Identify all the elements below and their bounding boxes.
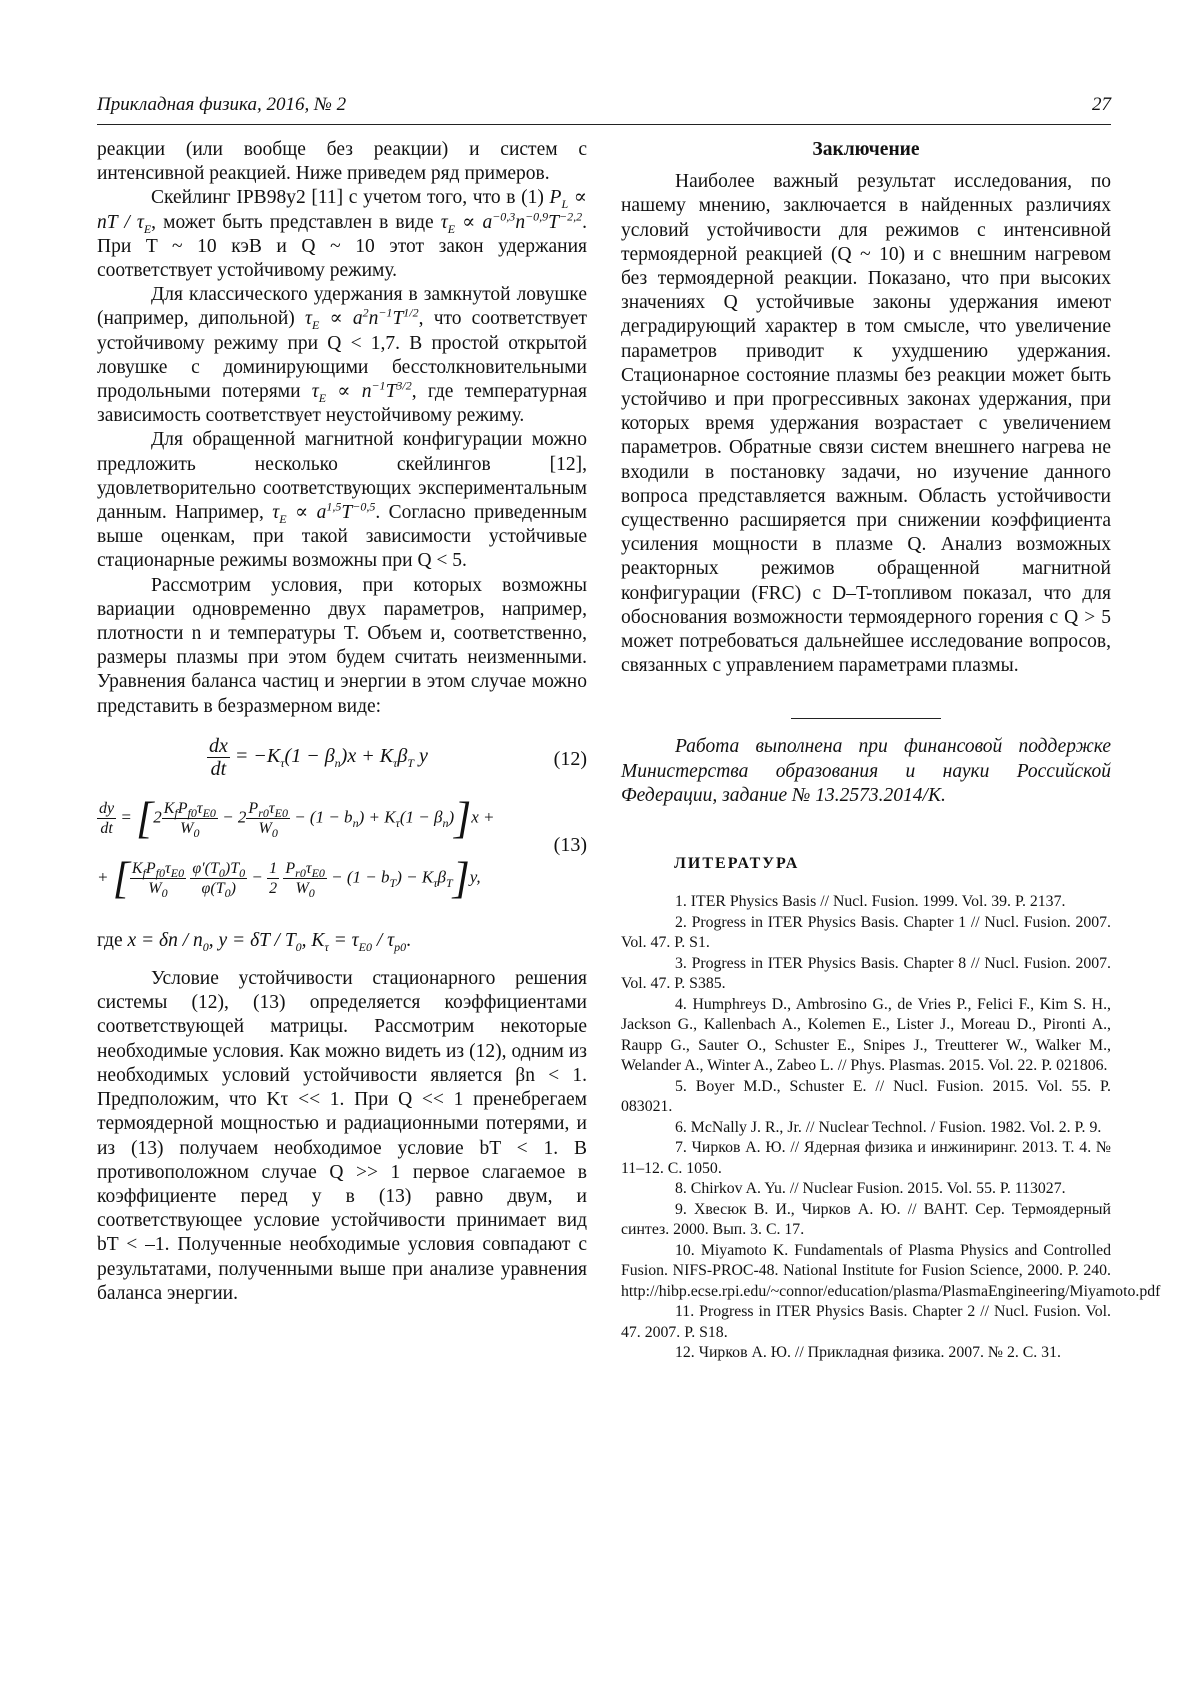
equation-number: (12) bbox=[553, 747, 587, 770]
reference-item: 7. Чирков А. Ю. // Ядерная физика и инжиниринг. 2013. Т. 4. № 11–12. С. 1050. bbox=[621, 1139, 1111, 1177]
paragraph: реакции (или вообще без реакции) и систем с интенсивной реакцией. Ниже приведем ряд примеров. bbox=[97, 139, 587, 185]
reference-item: 9. Хвесюк В. И., Чирков А. Ю. // ВАНТ. Сер. Термоядерный синтез. 2000. Вып. 3. С. 17. bbox=[621, 1200, 1111, 1239]
reference-item: 10. Miyamoto K. Fundamentals of Plasma Physics and Controlled Fusion. NIFS-PROC-48. National Institute for Fusion Science, 2000. P. 240. http://hibp.ecse.rpi.edu/~connor/education/plasma/PlasmaEngineering/Miyamoto.pdf bbox=[621, 1241, 1161, 1300]
reference-item: 2. Progress in ITER Physics Basis. Chapter 1 // Nucl. Fusion. 2007. Vol. 47. P. S1. bbox=[621, 913, 1111, 952]
paragraph-frc: Для обращенной магнитной конфигурации можно предложить несколько скейлингов [12], удовлетворительно соответствующих экспериментальным данным. Например, $\tau_E \propto a^{1,5}T^{-0,5}$. Согласно приведенным выше оценкам, при такой зависимости устойчивые стационарные режимы возможны при Q < 5. bbox=[97, 429, 587, 572]
reference-item: 8. Chirkov A. Yu. // Nuclear Fusion. 2015. Vol. 55. P. 113027. bbox=[675, 1180, 1066, 1198]
reference-item: 5. Boyer M.D., Schuster E. // Nucl. Fusion. 2015. Vol. 55. P. 083021. bbox=[621, 1077, 1111, 1116]
reference-item: 4. Humphreys D., Ambrosino G., de Vries P., Felici F., Kim S. H., Jackson G., Kallenbach A., Kolemen E., Lister J., Moreau D., Pironti A., Raupp G., Sauter O., Schuster E., Snipes J., Treutterer W., Walker M., Welander A., Winter A., Zabeo L. // Phys. Plasmas. 2015. Vol. 22. P. 021806. bbox=[621, 995, 1111, 1075]
equation-13: $\frac{dy}{dt}$ = [2 $\frac{K_fP_{f0}\tau_{E0}}{W_0}$ − 2 $\frac{P_{r0}\tau_{E0}}{W_0}$ − $(1 - b_n) + K_\tau(1 - \beta_n)]x$ + + [ $\frac{K_fP_{f0}\tau_{E0}}{W_0}$ $\frac{\varphi'(T_0)T_0}{\varphi(T_0)}$ − $\frac{1}{2}$ $\frac{P_{r0}\tau_{E0}}{W_0}$ − $(1 - b_T) - K_\tau\beta_T]y$, (13) bbox=[97, 793, 587, 903]
definitions: где $x = \delta n / n_0$, $y = \delta T / T_0$, $K_\tau = \tau_{E0} / \tau_{p0}$. bbox=[97, 929, 411, 954]
equation-number: (13) bbox=[553, 833, 587, 856]
reference-item: 12. Чирков А. Ю. // Прикладная физика. 2007. № 2. С. 31. bbox=[675, 1344, 1061, 1362]
paragraph: Условие устойчивости стационарного решения системы (12), (13) определяется коэффициентами соответствующей матрицы. Рассмотрим некоторые необходимые условия. Как можно видеть из (12), одним из необходимых условий устойчивости является βn < 1. Предположим, что Kτ << 1. При Q << 1 пренебрегаем термоядерной мощностью и радиационными потерями, и из (13) получаем необходимое условие bT < 1. В противоположном случае Q >> 1 первое слагаемое в коэффициенте перед y в (13) равно двум, и соответствующее условие устойчивости принимает вид bT < –1. Полученные необходимые условия совпадают с результатами, полученными выше при анализе уравнения баланса энергии. bbox=[97, 968, 587, 1304]
reference-list bbox=[621, 892, 1161, 1364]
equation-12: $\frac{dx}{dt}$ = $-K_\tau(1 - \beta_n)x + K_\tau\beta_T$ y (12) bbox=[209, 734, 587, 780]
separator bbox=[791, 718, 941, 719]
conclusion-paragraph: Наиболее важный результат исследования, по нашему мнению, заключается в найденных различиях условий устойчивости для режимов с интенсивной термоядерной реакцией (Q ~ 10) и с внешним нагревом без термоядерной реакции. Показано, что при высоких значениях Q устойчивые законы удержания имеют деградирующий характер в том смысле, что увеличение параметров приводит к ухудшению удержания. Стационарное состояние плазмы без реакции может быть устойчиво и при прогрессивных законах удержания, при которых время удержания возрастает с увеличением параметров. Обратные связи систем внешнего нагрева не входили в постановку задачи, но изучение данного вопроса представляется важным. Область устойчивости существенно расширяется при снижении коэффициента усиления мощности в плазме Q. Анализ возможных реакторных режимов обращенной магнитной конфигурации (FRC) с D–T-топливом показал, что для обоснования возможности термоядерного горения с Q > 5 может потребоваться дальнейшее исследование вопросов, связанных с управлением параметрами плазмы. bbox=[621, 171, 1111, 677]
reference-item: 6. McNally J. R., Jr. // Nuclear Technol. / Fusion. 1982. Vol. 2. P. 9. bbox=[675, 1118, 1102, 1136]
section-title: Заключение bbox=[812, 139, 920, 160]
reference-item: 11. Progress in ITER Physics Basis. Chapter 2 // Nucl. Fusion. Vol. 47. 2007. P. S18. bbox=[621, 1303, 1111, 1341]
paragraph-scaling: Скейлинг IPB98y2 [11] с учетом того, что в (1) $P_L$ ∝ nT / $\tau_E$, может быть представлен в виде $\tau_E \propto a^{-0,3}n^{-0,9}T^{-2,2}$. При T ~ 10 кэВ и Q ~ 10 этот закон удержания соответствует устойчивому режиму. bbox=[97, 187, 588, 282]
journal-title: Прикладная физика, 2016, № 2 bbox=[97, 94, 347, 115]
reference-item: 1. ITER Physics Basis // Nucl. Fusion. 1999. Vol. 39. P. 2137. bbox=[675, 893, 1066, 911]
paragraph-classical: Для классического удержания в замкнутой ловушке (например, дипольной) $\tau_E \propto a^2n^{-1}T^{1/2}$, что соответствует устойчивому режиму при Q < 1,7. В простой открытой ловушке с доминирующими бесстолкновительными продольными потерями $\tau_E \propto n^{-1}T^{3/2}$, где температурная зависимость соответствует неустойчивому режиму. bbox=[97, 284, 588, 427]
references-title: ЛИТЕРАТУРА bbox=[674, 855, 800, 873]
paragraph: Рассмотрим условия, при которых возможны вариации одновременно двух параметров, например, плотности n и температуры T. Объем и, соответственно, размеры плазмы при этом будем считать неизменными. Уравнения баланса частиц и энергии в этом случае можно представить в безразмерном виде: bbox=[97, 574, 587, 717]
right-column bbox=[621, 138, 1161, 1364]
left-column bbox=[97, 138, 587, 1306]
acknowledgement: Работа выполнена при финансовой поддержке Министерства образования и науки Российской Федерации, задание № 13.2573.2014/K. bbox=[621, 736, 1111, 806]
running-header bbox=[97, 94, 1111, 125]
reference-item: 3. Progress in ITER Physics Basis. Chapter 8 // Nucl. Fusion. 2007. Vol. 47. P. S385. bbox=[621, 954, 1111, 993]
page-number: 27 bbox=[1092, 94, 1111, 115]
